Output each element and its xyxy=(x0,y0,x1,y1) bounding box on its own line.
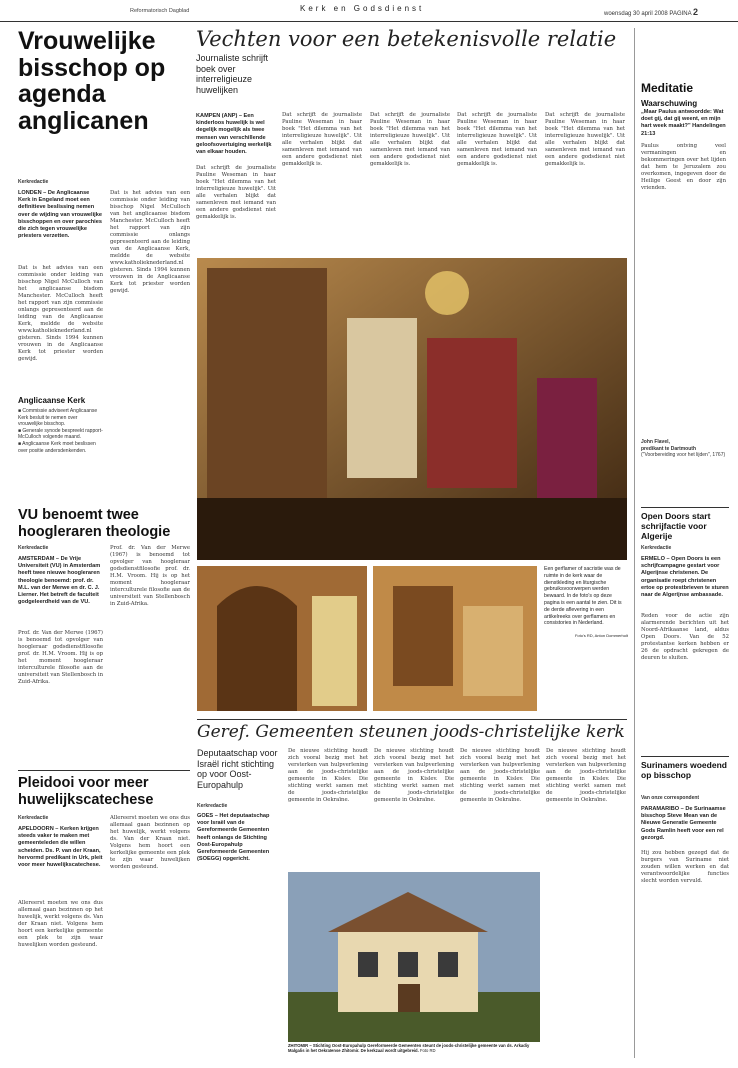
art2-lead: KAMPEN (ANP) – Een kinderloos huwelijk is wel degelijk mogelijk als twee mensen van verschillende geloofsovertuiging werkelijk van elkaar houden. xyxy=(196,113,272,156)
meditatie-author: John Flavel, predikant te Dartmouth ("Voorbereiding voor het lijden", 1767) xyxy=(641,439,726,459)
art5-body: De nieuwe stichting houdt zich vooral bezig met het versterken van hulpverlening aan de joods-christelijke gemeente in Kislev. Die stichting werkt samen met de joods-christelijke gemeente in Oekraïne. xyxy=(288,748,368,803)
art1-body-col2: Dat is het advies van een commissie onder leiding van bisschop Nigel McCulloch van het anglicaanse bisdom Manchester. McCulloch heeft het rapport van zijn commissie onlangs gepresenteerd aan de leiding van de Anglicaanse Kerk, meldde de website www.katholieknederland.nl gisteren. Sinds 1994 kunnen vrouwen in de Anglicaanse Kerk tot priester worden gewijd. xyxy=(110,190,190,294)
art5-body-col2: De nieuwe stichting houdt zich vooral bezig met het versterken van hulpverlening aan de joods-christelijke gemeente in Kislev. Die stichting werkt samen met de joods-christelijke gemeente in Oekraïne. xyxy=(374,748,454,803)
section-title: Kerk en Godsdienst xyxy=(300,4,425,13)
art4-title: Pleidooi voor meer huwelijkscatechese xyxy=(18,775,154,808)
sacristy-photo-image xyxy=(197,258,627,560)
art5-section: Kerkredactie xyxy=(197,803,228,809)
art2-title: Vechten voor een betekenisvolle relatie xyxy=(196,27,617,51)
opendoors-lead: ERMELO – Open Doors is een schrijfcampagne gestart voor Algerijnse christenen. De organisatie roept christenen ertoe op protestbrieven te sturen naar de Algerijnse ambassade. xyxy=(641,556,729,599)
meditatie-quote: „Maar Paulus antwoordde: Wat doet gij, dat gij weent, en mijn hart week maakt?" Handelingen 21:13 xyxy=(641,109,726,137)
art5-title: Geref. Gemeenten steunen joods-christelijke kerk xyxy=(197,722,625,742)
art1-box xyxy=(18,396,103,454)
page-header xyxy=(0,0,738,22)
opendoors-body: Reden voor de actie zijn alarmerende berichten uit het Noord-Afrikaanse land, aldus Open Doors. Van de 52 protestantse kerken hebben er 26 de opdracht gekregen de deuren te sluiten. xyxy=(641,613,729,661)
art1-section: Kerkredactie xyxy=(18,179,49,185)
art5-subtitle: Deputaatschap voor Israël richt stichting op voor Oost-Europahulp xyxy=(197,748,278,790)
sacristy-photo-2-image xyxy=(197,566,367,711)
art2-body-col5: Dat schrijft de journaliste Pauline Weseman in haar boek "Het dilemma van het interreligieuze huwelijk". Uit alle verhalen blijkt dat samenleven met iemand van een andere godsdienst niet gemakkelijk is. xyxy=(545,112,625,167)
art3-body-col2: Prof. dr. Van der Merwe (1967) is benoemd tot opvolger van hoogleraar godsdienstfilosofie prof. dr. H.M. Vroom. Hij is op het moment hoogleraar interculturele filosofie aan de universiteit van Stellenbosch in Zuid-Afrika. xyxy=(110,545,190,607)
art2-body-col4: Dat schrijft de journaliste Pauline Weseman in haar boek "Het dilemma van het interreligieuze huwelijk". Uit alle verhalen blijkt dat samenleven met iemand van een andere godsdienst niet gemakkelijk is. xyxy=(457,112,537,167)
zhitomir-photo xyxy=(288,872,540,1042)
art2-subtitle: Journaliste schrijft boek over interreligieuze huwelijken xyxy=(196,53,269,95)
art5-body-col4: De nieuwe stichting houdt zich vooral bezig met het versterken van hulpverlening aan de joods-christelijke gemeente in Kislev. Die stichting werkt samen met de joods-christelijke gemeente in Oekraïne. xyxy=(546,748,626,803)
suriname-section: Van onze correspondent xyxy=(641,795,700,801)
art2-body-col2: Dat schrijft de journaliste Pauline Weseman in haar boek "Het dilemma van het interreligieuze huwelijk". Uit alle verhalen blijkt dat samenleven met iemand van een andere godsdienst niet gemakkelijk is. xyxy=(282,112,362,167)
art5-lead: GOES – Het deputaatschap voor Israël van de Gereformeerde Gemeenten heeft onlangs de Stichting Oost-Europahulp Gereformeerde Gemeenten (SOEGG) opgericht. xyxy=(197,813,270,863)
art4-body: Allereerst moeten we ons dus allemaal gaan bezinnen op het huwelijk, werkt volgens ds. Van der Kraan niet. Volgens hem hoort een kerkelijke gemeente een plek te zijn waar huwelijken worden gesteund. xyxy=(18,900,103,948)
zhitomir-photo-image xyxy=(288,872,540,1042)
art5-body-col3: De nieuwe stichting houdt zich vooral bezig met het versterken van hulpverlening aan de joods-christelijke gemeente in Kislev. Die stichting werkt samen met de joods-christelijke gemeente in Oekraïne. xyxy=(460,748,540,803)
art3-title: VU benoemt twee hoogleraren theologie xyxy=(18,507,171,540)
art3-body: Prof. dr. Van der Merwe (1967) is benoemd tot opvolger van hoogleraar godsdienstfilosofie prof. dr. H.M. Vroom. Hij is op het moment hoogleraar interculturele filosofie aan de universiteit van Stellenbosch in Zuid-Afrika. xyxy=(18,630,103,685)
opendoors-section: Kerkredactie xyxy=(641,545,672,551)
meditatie-title: Meditatie xyxy=(641,81,694,95)
suriname-body: Hij zou hebben gezegd dat de burgers van Suriname niet zouden willen werken en dat verantwoordelijke functies slecht worden vervuld. xyxy=(641,850,729,884)
art3-section: Kerkredactie xyxy=(18,545,49,551)
opendoors-title: Open Doors start schrijfactie voor Algerije xyxy=(641,511,711,541)
art3-lead: AMSTERDAM – De Vrije Universiteit (VU) in Amsterdam heeft twee nieuwe hoogleraren theologie benoemd: prof. dr. M.L. van der Merwe en dr. C. J. Lierner. Het betreft de faculteit godgeleerdheid van de VU. xyxy=(18,556,101,606)
suriname-title: Surinamers woedend op bisschop xyxy=(641,760,727,780)
art1-box-item: ■ Generale synode bespreekt rapport-McCulloch volgende maand. xyxy=(18,427,103,441)
sacristy-photo-3 xyxy=(373,566,537,711)
art2-body-col3: Dat schrijft de journaliste Pauline Weseman in haar boek "Het dilemma van het interreligieuze huwelijk". Uit alle verhalen blijkt dat samenleven met iemand van een andere godsdienst niet gemakkelijk is. xyxy=(370,112,450,167)
sacristy-photo-2 xyxy=(197,566,367,711)
photo1-credit: Foto's RD, Anton Dommerholt xyxy=(574,633,628,639)
art1-box-item: ■ Commissie adviseert Anglicaanse Kerk besluit te nemen over vrouwelijke bisschop. xyxy=(18,408,98,428)
art2-body: Dat schrijft de journaliste Pauline Weseman in haar boek "Het dilemma van het interreligieuze huwelijk". Uit alle verhalen blijkt dat samenleven met iemand van een andere godsdienst niet gemakkelijk is. xyxy=(196,165,276,220)
sacristy-photo-3-image xyxy=(373,566,537,711)
art4-section: Kerkredactie xyxy=(18,815,49,821)
date-page: woensdag 30 april 2008 PAGINA 2 xyxy=(604,7,698,17)
art4-lead: APELDOORN – Kerken krijgen steeds vaker te maken met gemeenteleden die willen scheiden. Ds. P. van der Kraan, hervormd predikant in Urk, pleit voor meer huwelijkscatechese. xyxy=(18,826,103,869)
suriname-lead: PARAMARIBO – De Surinaamse bisschop Steve Mean van de Nieuwe Generatie Gemeente Gods Ramlin heeft voor een rel gezorgd. xyxy=(641,806,726,841)
photo1-caption: Een gerflamer of sacristie was de ruimte in de kerk waar de dienstkleding en liturgische gebruiksvoorwerpen werden bewaard. In de foto's op deze pagina is een aantal te zien. Dit is de derde aflevering in een artikelreeks over gerflamers en consistories in Nederland. xyxy=(544,566,622,627)
paper-name: Reformatorisch Dagblad xyxy=(130,8,190,14)
art1-box-item: ■ Anglicaanse Kerk moet beslissen over positie andersdenkenden. xyxy=(18,440,96,454)
sacristy-photo xyxy=(197,258,627,560)
meditatie-body: Paulus ontving veel vermaningen en bekommeringen over het lijden dat hem te Jeruzalem zou overkomen, ingegeven door de Heilige Geest en door zijn vrienden. xyxy=(641,143,726,191)
meditatie-subtitle: Waarschuwing xyxy=(641,99,698,108)
art1-lead: LONDEN – De Anglicaanse Kerk in Engeland moet een definitieve beslissing nemen over de wijding van vrouwelijke bisschoppen en over parochies die zich tegen vrouwelijke priesters verzetten. xyxy=(18,190,102,240)
art1-title: Vrouwelijke bisschop op agenda anglicanen xyxy=(18,27,166,135)
photo1-caption-box xyxy=(544,566,628,711)
art4-body-col2: Allereerst moeten we ons dus allemaal gaan bezinnen op het huwelijk, werkt volgens ds. Van der Kraan niet. Volgens hem hoort een kerkelijke gemeente een plek te zijn waar huwelijken worden gesteund. xyxy=(110,815,190,870)
art1-body: Dat is het advies van een commissie onder leiding van bisschop Nigel McCulloch van het anglicaanse bisdom Manchester. McCulloch heeft het rapport van zijn commissie onlangs gepresenteerd aan de leiding van de Anglicaanse Kerk, meldde de website www.katholieknederland.nl gisteren. Sinds 1994 kunnen vrouwen in de Anglicaanse Kerk tot priester worden gewijd. xyxy=(18,265,103,362)
photo2-caption: ZHITOMIR – Stichting Oost-Europahulp Gereformeerde Gemeenten steunt de joods-christelijke gemeente van ds. Arkadiy Malgalis in het Oekraïense Zhitomir. De kerkzaal wordt uitgebreid. Foto RD xyxy=(288,1043,530,1054)
art1-box-title: Anglicaanse Kerk xyxy=(18,396,86,405)
